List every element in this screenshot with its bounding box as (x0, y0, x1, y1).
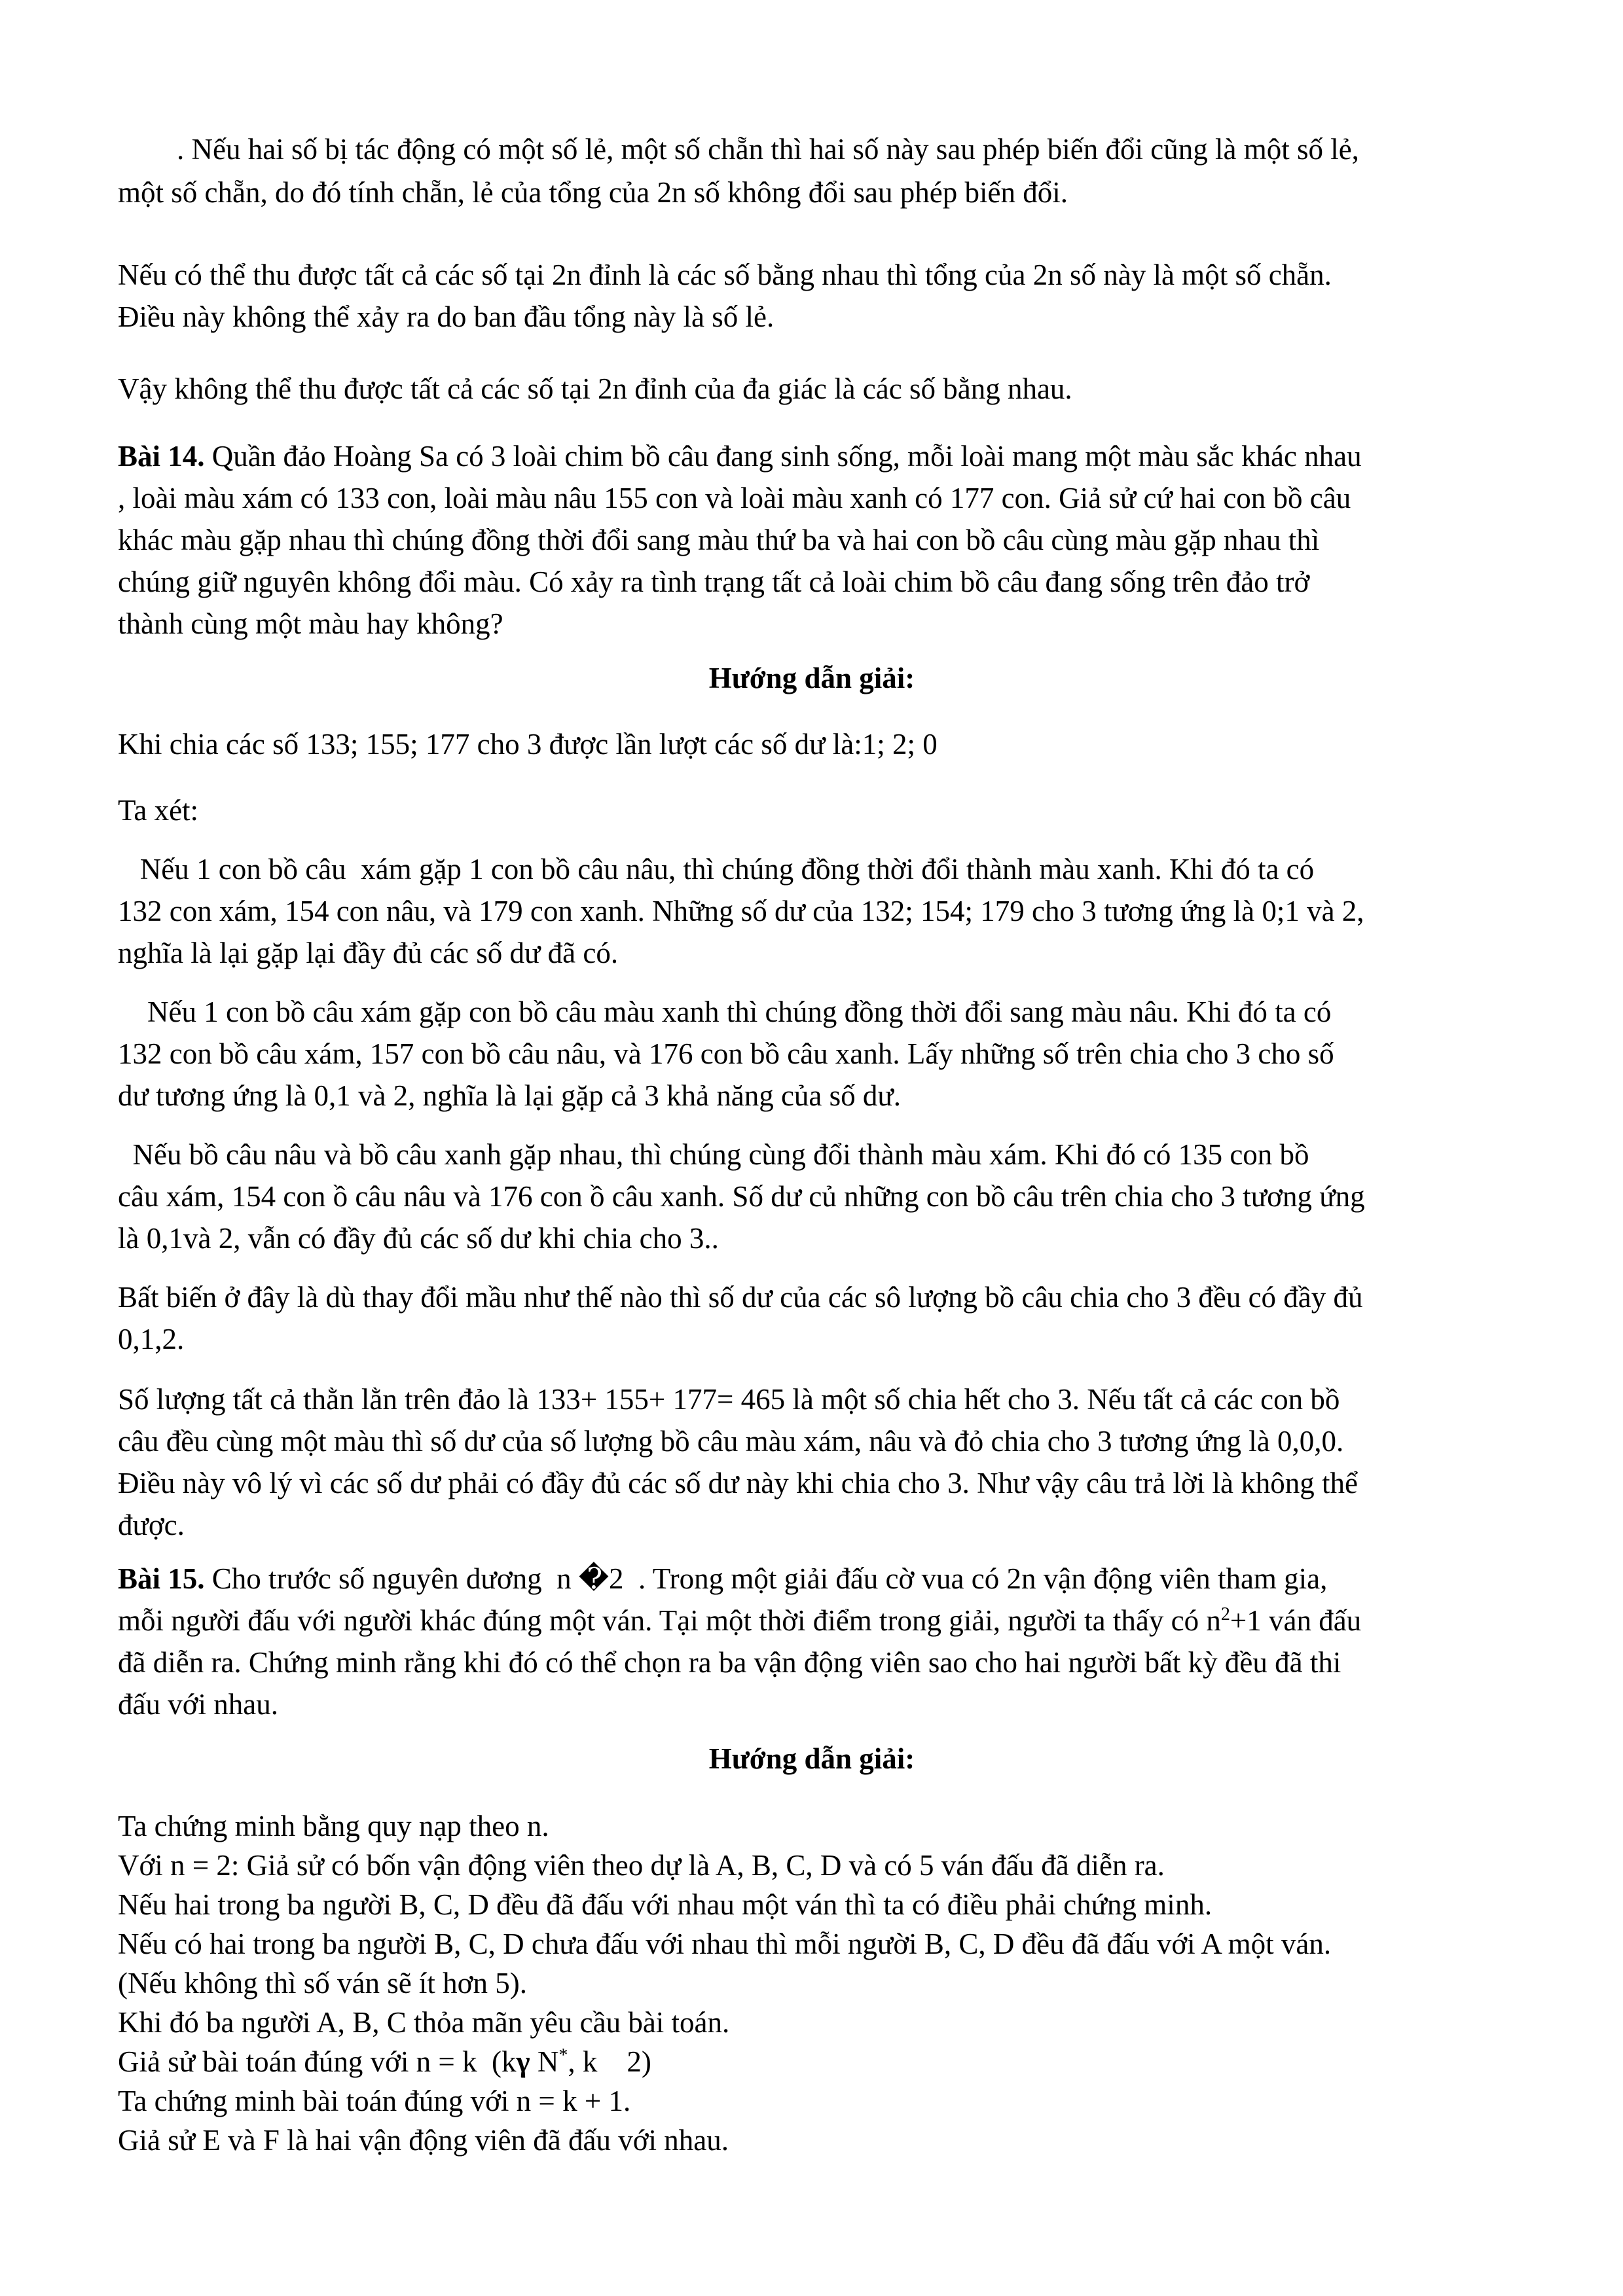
solution-14-case-1 (118, 848, 1506, 974)
text-line: Nếu có thể thu được tất cả các số tại 2n đỉnh là các số bằng nhau thì tổng của 2n số này là một số chẵn. (118, 259, 1332, 291)
text-line: câu xám, 154 con ồ câu nâu và 176 con ồ câu xanh. Số dư củ những con bồ câu trên chia cho 3 tương ứng (118, 1180, 1365, 1213)
text-line: Nếu có hai trong ba người B, C, D chưa đấu với nhau thì mỗi người B, C, D đều đã đấu với A một ván. (118, 1928, 1332, 1960)
text-line: Giả sử bài toán đúng với n = k (kγ N*, k 2) (118, 2045, 651, 2078)
text-line: Điều này không thể xảy ra do ban đầu tổng này là số lẻ. (118, 300, 775, 333)
text-line: 132 con xám, 154 con nâu, và 179 con xanh. Những số dư của 132; 154; 179 cho 3 tương ứng là 0;1 và 2, (118, 895, 1364, 927)
text-line: thành cùng một màu hay không? (118, 607, 503, 640)
text-line: Khi đó ba người A, B, C thỏa mãn yêu cầu bài toán. (118, 2006, 730, 2039)
text-line: Ta chứng minh bài toán đúng với n = k + 1. (118, 2085, 631, 2117)
text-line: khác màu gặp nhau thì chúng đồng thời đổi sang màu thứ ba và hai con bồ câu cùng màu gặp nhau thì (118, 524, 1320, 556)
text-line: Với n = 2: Giả sử có bốn vận động viên theo dự là A, B, C, D và có 5 ván đấu đã diễn ra. (118, 1849, 1165, 1882)
solution-14-final (118, 1378, 1506, 1546)
text-line: Điều này vô lý vì các số dư phải có đầy đủ các số dư này khi chia cho 3. Như vậy câu trả lời là không thể (118, 1467, 1358, 1499)
text-line: (Nếu không thì số ván sẽ ít hơn 5). (118, 1967, 527, 2000)
paragraph-even-sum (118, 254, 1506, 338)
text-line: Số lượng tất cả thằn lằn trên đảo là 133+ 155+ 177= 465 là một số chia hết cho 3. Nếu tất cả các con bồ (118, 1383, 1340, 1416)
text-line: Nếu 1 con bồ câu xám gặp con bồ câu màu xanh thì chúng đồng thời đổi sang màu nâu. Khi đó ta có (118, 996, 1332, 1028)
text-line: Ta chứng minh bằng quy nạp theo n. (118, 1810, 549, 1842)
text-line: Giả sử E và F là hai vận động viên đã đấu với nhau. (118, 2124, 729, 2157)
text-line: một số chẵn, do đó tính chẵn, lẻ của tổng của 2n số không đổi sau phép biến đổi. (118, 176, 1068, 209)
solution-14-invariant (118, 1276, 1506, 1360)
solution-14-consider (118, 789, 1506, 831)
text-line: nghĩa là lại gặp lại đầy đủ các số dư đã có. (118, 937, 619, 969)
text-line: , loài màu xám có 133 con, loài màu nâu 155 con và loài màu xanh có 177 con. Giả sử cứ hai con bồ câu (118, 482, 1351, 514)
text-line: câu đều cùng một màu thì số dư của số lượng bồ câu màu xám, nâu và đỏ chia cho 3 tương ứng là 0,0,0. (118, 1425, 1344, 1458)
text-line: Bài 15. Cho trước số nguyên dương n �2 . Trong một giải đấu cờ vua có 2n vận động viên tham gia, (118, 1562, 1328, 1595)
paragraph-parity (118, 128, 1506, 213)
solution-15-proof (118, 1806, 1506, 2160)
text-line: được. (118, 1509, 185, 1541)
problem-14-label: Bài 14. (118, 440, 205, 473)
element-of-symbol: γ (516, 2045, 530, 2078)
solution-14-case-2 (118, 991, 1506, 1117)
text-line: 0,1,2. (118, 1323, 185, 1355)
text-line: Nếu hai trong ba người B, C, D đều đã đấu với nhau một ván thì ta có điều phải chứng minh. (118, 1888, 1213, 1921)
text-line: Bất biến ở đây là dù thay đổi mầu như thế nào thì số dư của các sô lượng bồ câu chia cho 3 đều có đầy đủ (118, 1281, 1363, 1314)
solution-14-remainders (118, 723, 1506, 765)
paragraph-conclusion (118, 368, 1506, 410)
text-line: Vậy không thể thu được tất cả các số tại 2n đỉnh của đa giác là các số bằng nhau. (118, 372, 1072, 405)
text-line: . Nếu hai số bị tác động có một số lẻ, một số chẵn thì hai số này sau phép biến đổi cũng là một số lẻ, (177, 133, 1359, 166)
problem-15-statement (118, 1558, 1506, 1725)
text-line: mỗi người đấu với người khác đúng một ván. Tại một thời điểm trong giải, người ta thấy có $n^2+1$ ván đấu (118, 1604, 1362, 1637)
text-line: 132 con bồ câu xám, 157 con bồ câu nâu, và 176 con bồ câu xanh. Lấy những số trên chia cho 3 cho số (118, 1037, 1334, 1070)
solution-14-case-3 (118, 1134, 1506, 1259)
text-line: đã diễn ra. Chứng minh rằng khi đó có thể chọn ra ba vận động viên sao cho hai người bất kỳ đều đã thi (118, 1646, 1341, 1679)
text-line: Nếu 1 con bồ câu xám gặp 1 con bồ câu nâu, thì chúng đồng thời đổi thành màu xanh. Khi đó ta có (118, 853, 1315, 886)
text-line: dư tương ứng là 0,1 và 2, nghĩa là lại gặp cả 3 khả năng của số dư. (118, 1079, 902, 1112)
text-line: Ta xét: (118, 794, 199, 827)
text-line: Bài 14. Quần đảo Hoàng Sa có 3 loài chim bồ câu đang sinh sống, mỗi loài mang một màu sắc khác nhau (118, 440, 1362, 473)
problem-14-statement (118, 435, 1506, 645)
solution-heading-14: Hướng dẫn giải: (708, 662, 915, 694)
text-line: Nếu bồ câu nâu và bồ câu xanh gặp nhau, thì chúng cùng đổi thành màu xám. Khi đó có 135 con bồ (118, 1138, 1309, 1171)
solution-heading-15: Hướng dẫn giải: (708, 1742, 915, 1775)
text-line: Khi chia các số 133; 155; 177 cho 3 được lần lượt các số dư là:1; 2; 0 (118, 728, 938, 761)
problem-15-label: Bài 15. (118, 1562, 205, 1595)
text-line: đấu với nhau. (118, 1688, 278, 1721)
text-line: là 0,1và 2, vẫn có đầy đủ các số dư khi chia cho 3.. (118, 1222, 719, 1255)
text-line: chúng giữ nguyên không đổi màu. Có xảy ra tình trạng tất cả loài chim bồ câu đang sống trên đảo trở (118, 565, 1310, 598)
